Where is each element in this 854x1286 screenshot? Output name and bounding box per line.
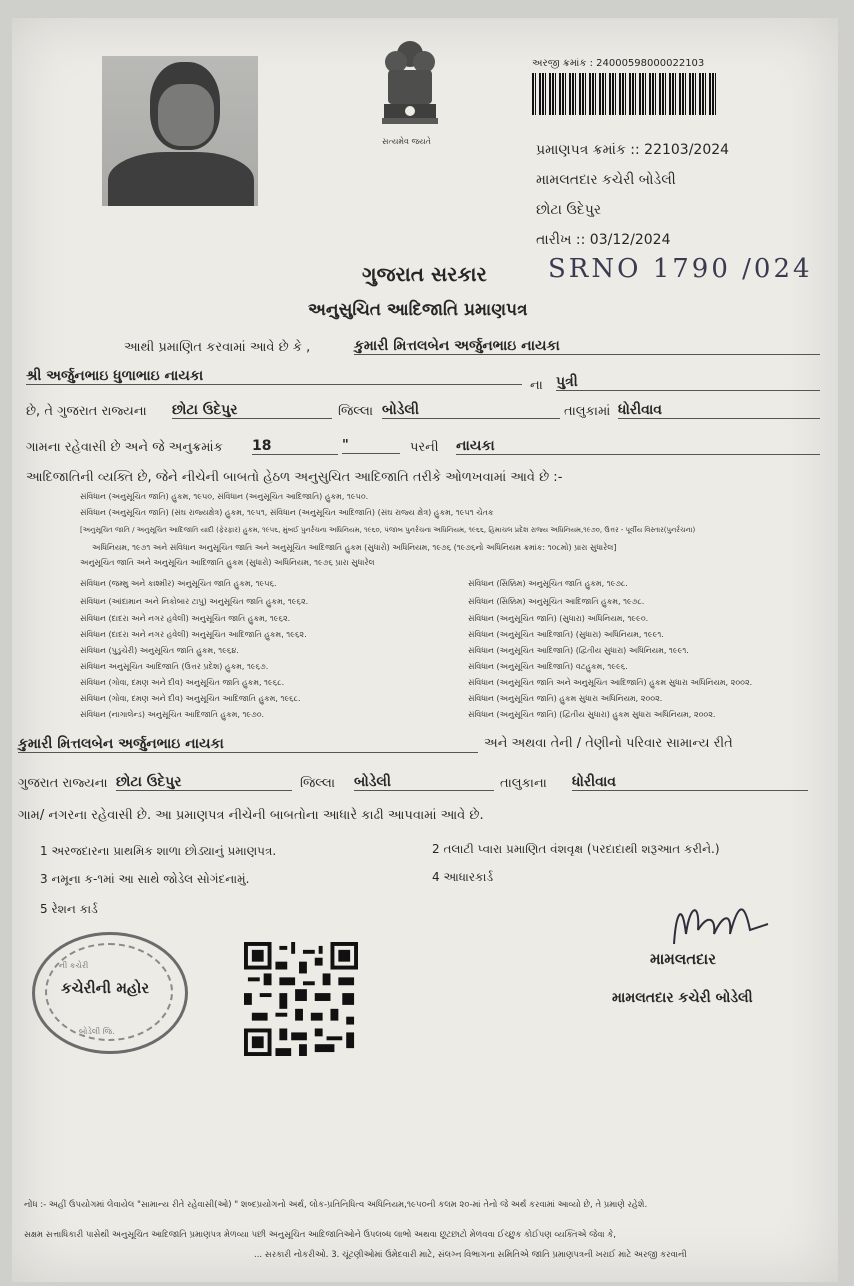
order-right: સંવિધાન (સિક્કિમ) અનુસૂચિત આદિજાતિ હુકમ, ૧૯૭૮. [468, 597, 645, 606]
document-item: 4 આધારકાર્ડ [432, 870, 494, 884]
certify-prefix: આથી પ્રમાણિત કરવામાં આવે છે કે , [124, 340, 311, 355]
emblem-motto: સત્યમેવ જયતે [382, 137, 431, 146]
order-right: સંવિધાન (અનુસૂચિત જાતિ) (સુધારા) અધિનિયમ, ૧૯૯૦. [468, 614, 649, 623]
stamp-ring: ની કચેરી [59, 961, 89, 970]
applicant-name: કુમારી મિત્તલબેન અર્જુનભાઇ નાયકા [354, 338, 820, 355]
order-line: અધિનિયમ, ૧૯૭૧ અને સંવિધાન અનુસૂચિત જાતિ અને અનુસૂચિત આદિજાતિ હુકમ (સુધારો) અધિનિયમ, ૧૯૭૬ (૧૯૭૬નો અધિનિયમ ક્રમાંક: ૧૦૮મો) પ્રારા સુધારેલ] [92, 543, 617, 552]
taluka: બોડેલી [382, 402, 560, 419]
document-item: 1 અરજદારના પ્રાથમિક શાળા છોડ્યાનું પ્રમાણપત્ર. [40, 844, 277, 858]
taluka2-suffix: તાલુકાના [500, 776, 547, 791]
district-suffix: જિલ્લા [338, 404, 374, 419]
order-right: સંવિધાન (અનુસૂચિત જાતિ) (દ્વિતીય સુધારા) હુકમ સુધારા અધિનિયમ, ૨૦૦૨. [468, 710, 716, 719]
order-right: સંવિધાન (અનુસૂચિત આદિજાતિ) (દ્વિતીય સુધારા) અધિનિયમ, ૧૯૯૧. [468, 646, 689, 655]
order-right: સંવિધાન (અનુસૂચિત આદિજાતિ) (સુધારા) અધિનિયમ, ૧૯૯૧. [468, 630, 664, 639]
district2-suffix: જિલ્લા [300, 776, 336, 791]
barcode [532, 73, 716, 115]
order-left: સંવિધાન (ગોવા, દમણ અને દીવ) અનુસૂચિત જાતિ હુકમ, ૧૯૬૮. [80, 678, 285, 687]
parni-label: પરની [410, 440, 439, 455]
office-district: છોટા ઉદેપુર [536, 202, 602, 218]
order-left: સંવિધાન (ગોવા, દમણ અને દીવ) અનુસૂચિત આદિજાતિ હુકમ, ૧૯૬૮. [80, 694, 301, 703]
order-left: સંવિધાન (દાદરા અને નગર હવેલી) અનુસૂચિત આદિજાતિ હુકમ, ૧૯૬૨. [80, 630, 307, 639]
father-name: શ્રી અર્જુનભાઇ ધુળાભાઇ નાયકા [26, 368, 522, 385]
order-left: સંવિધાન (આંદામાન અને નિકોબાર ટાપુ) અનુસૂચિત જાતિ હુકમ, ૧૯૬૨. [80, 597, 309, 606]
serial-mark: " [342, 438, 400, 454]
order-right: સંવિધાન (અનુસૂચિત આદિજાતિ) વટહુકમ, ૧૯૯૬. [468, 662, 628, 671]
order-line: અનુસૂચિત જાતિ અને અનુસૂચિત આદિજાતિ હુકમ (સુધારો) અધિનિયમ, ૧૯૭૬ પ્રારા સુધારેલ [80, 558, 375, 567]
order-left: સંવિધાન (દાદરા અને નગર હવેલી) અનુસૂચિત જાતિ હુકમ, ૧૯૬૨. [80, 614, 291, 623]
tribe-name: નાયકા [456, 438, 820, 455]
district-repeat: છોટા ઉદેપુર [116, 774, 292, 791]
district: છોટા ઉદેપુર [172, 402, 332, 419]
relation: પુત્રી [556, 374, 820, 391]
stamp-text: કચેરીની મહોર [61, 979, 150, 997]
applicant-name-repeat: કુમારી મિત્તલબેન અર્જુનભાઇ નાયકા [18, 736, 478, 753]
taluka-suffix: તાલુકામાં [564, 404, 611, 419]
ashoka-emblem-icon [372, 36, 448, 148]
footer-note: સક્ષમ સત્તાધિકારી પાસેથી અનુસૂચિત આદિજાતિ પ્રમાણપત્ર મેળવ્યા પછી અનુસૂચિત આદિજાતિઓને ઉપલબ્ધ લાભો અથવા છૂટછાટો મેળવવા ઈચ્છુક કોઈપણ વ્યક્તિએ જેવા કે, [24, 1230, 616, 1240]
certificate-number: પ્રમાણપત્ર ક્રમાંક :: 22103/2024 [536, 142, 730, 158]
order-line: સંવિધાન (અનુસૂચિત જાતિ) હુકમ, ૧૯૫૦, સંવિધાન (અનુસૂચિત આદિજાતિ) હુકમ, ૧૯૫૦. [80, 492, 369, 501]
order-line: સંવિધાન (અનુસૂચિત જાતિ) (સંઘ રાજ્યક્ષેત્ર) હુકમ, ૧૯૫૧, સંવિધાન (અનુસૂચિત આદિજાતિ) (સંઘ રાજ્ય ક્ષેત્ર) હુકમ, ૧૯૫૧ ચેતક [80, 508, 494, 517]
state-prefix: છે, તે ગુજરાત રાજ્યના [26, 404, 147, 419]
order-line: [અનુસૂચિત જાતિ / અનુસૂચિત આદિજાતિ યાદી (ફેરફાર) હુકમ, ૧૯૫૬, મુંબઈ પુનર્રચના અધિનિયમ, ૧૯૬૦, પંજાબ પુનર્રચના અધિનિયમ, ૧૯૬૬, હિમાચલ પ્રદેશ રાજ્ય અધિનિયમ,૧૯૭૦, ઉત્તર - પૂર્વીય વિસ્તાર(પુનર્રચના) [80, 526, 696, 534]
order-left: સંવિધાન (જમ્મુ અને કાશ્મીર) અનુસૂચિત જાતિ હુકમ, ૧૯૫૬. [80, 579, 277, 588]
office-stamp [32, 932, 188, 1054]
village-repeat: ધોરીવાવ [572, 774, 808, 791]
document-item: 2 તલાટી પ્વારા પ્રમાણિત વંશવૃક્ષ (પરદાદાથી શરૂઆત કરીને.) [432, 842, 720, 856]
footer-note: ... સરકારી નોકરીઓ. 3. ચૂંટણીઓમાં ઉમેદવારી માટે, સંલગ્ન વિભાગના સમિતિએ જાતિ પ્રમાણપત્રની ખરાઈ માટે અરજી કરવાની [254, 1250, 687, 1260]
office-name: મામલતદાર કચેરી બોડેલી [536, 172, 676, 188]
order-right: સંવિધાન (અનુસૂચિત જાતિ અને અનુસૂચિત આદિજાતિ) હુકમ સુધારા અધિનિયમ, ૨૦૦૨. [468, 678, 753, 687]
qr-code [244, 940, 358, 1058]
certificate-title: અનુસુચિત આદિજાતિ પ્રમાણપત્ર [308, 300, 528, 320]
signatory-title: મામલતદાર [650, 950, 716, 968]
order-right: સંવિધાન (અનુસૂચિત જાતિ) હુકમ સુધારા અધિનિયમ, ૨૦૦૨. [468, 694, 663, 703]
order-left: સંવિધાન (પુડુચેરી) અનુસૂચિત જાતિ હુકમ, ૧૯૬૪. [80, 646, 239, 655]
na-label: ના [530, 378, 543, 393]
document-item: 3 નમૂના ક-૧માં આ સાથે જોડેલ સોગંદનામું. [40, 872, 250, 886]
application-number: અરજી ક્રમાંક : 24000598000022103 [532, 58, 705, 69]
state2-prefix: ગુજરાત રાજ્યના [18, 776, 108, 791]
tribe-line: આદિજાતિની વ્યક્તિ છે, જેને નીચેની બાબતો હેઠળ અનુસુચિત આદિજાતિ તરીકે ઓળખવામાં આવે છે :- [26, 470, 563, 485]
basis-text: ગામ/ નગરના રહેવાસી છે. આ પ્રમાણપત્ર નીચેની બાબતોના આધારે કાઢી આપવામાં આવે છે. [18, 808, 484, 823]
handwritten-reference: SRNO 1790 /024 [548, 254, 813, 284]
signatory-office: મામલતદાર કચેરી બોડેલી [612, 990, 753, 1006]
family-text: અને અથવા તેની / તેણીનો પરિવાર સામાન્ય રીતે [484, 736, 733, 751]
footer-note: નોંધ :- અહીં ઉપયોગમાં લેવાયેલ "સામાન્ય રીતે રહેવાસી(ઓ) " શબ્દપ્રયોગનો અર્થ, લોક-પ્રતિનિધિત્વ અધિનિયમ,૧૯૫૦ની કલમ ૨૦-માં તેનો જે અર્થ કરવામાં આવ્યો છે, તે પ્રમાણે રહેશે. [24, 1200, 648, 1210]
signature-mark [664, 894, 774, 950]
applicant-photo [102, 56, 258, 206]
document-item: 5 રેશન કાર્ડ [40, 902, 98, 916]
taluka-repeat: બોડેલી [354, 774, 494, 791]
resident-prefix: ગામના રહેવાસી છે અને જે અનુક્રમાંક [26, 440, 223, 455]
stamp-bottom: બોડેલી જિ. [79, 1027, 115, 1036]
village: ધોરીવાવ [618, 402, 820, 419]
order-left: સંવિધાન (નાગાલેન્ડ) અનુસૂચિત આદિજાતિ હુકમ, ૧૯૭૦. [80, 710, 265, 719]
order-left: સંવિધાન અનુસૂચિત આદિજાતિ (ઉત્તર પ્રદેશ) હુકમ, ૧૯૬૭. [80, 662, 269, 671]
government-title: ગુજરાત સરકાર [362, 262, 487, 286]
order-right: સંવિધાન (સિક્કિમ) અનુસૂચિત જાતિ હુકમ, ૧૯૭૮. [468, 579, 628, 588]
serial-number: 18 [252, 438, 338, 455]
issue-date: તારીખ :: 03/12/2024 [536, 232, 671, 248]
